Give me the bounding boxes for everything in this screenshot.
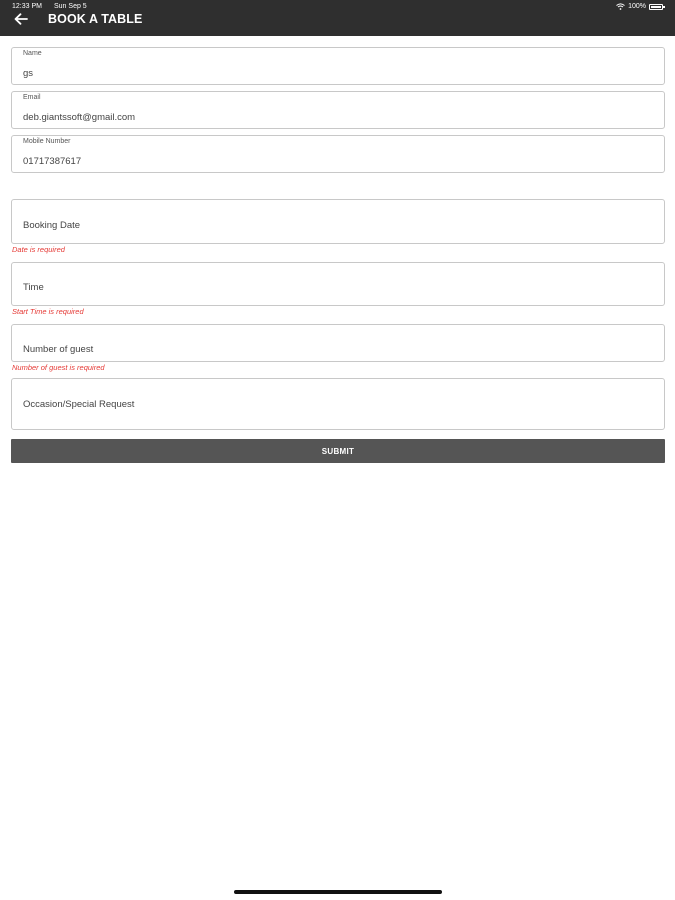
status-indicators xyxy=(616,3,663,10)
booking-date-field[interactable] xyxy=(11,199,665,244)
email-field[interactable] xyxy=(11,91,665,129)
home-indicator[interactable] xyxy=(234,890,442,894)
email-value: deb.giantssoft@gmail.com xyxy=(23,112,136,123)
mobile-number-label: Mobile Number xyxy=(23,138,71,145)
time-placeholder: Time xyxy=(23,282,44,293)
page-title: BOOK A TABLE xyxy=(48,12,143,26)
battery-percent: 100% xyxy=(628,3,646,10)
booking-date-error: Date is required xyxy=(12,245,65,254)
guest-count-field[interactable] xyxy=(11,324,665,362)
app-header xyxy=(0,0,675,36)
mobile-number-value: 01717387617 xyxy=(23,156,82,167)
time-field[interactable] xyxy=(11,262,665,306)
arrow-left-icon xyxy=(14,13,28,25)
status-time: 12:33 PM xyxy=(12,3,42,10)
guest-count-placeholder: Number of guest xyxy=(23,344,94,355)
guest-count-error: Number of guest is required xyxy=(12,363,105,372)
back-button[interactable] xyxy=(12,11,30,27)
battery-icon xyxy=(649,4,663,10)
booking-date-placeholder: Booking Date xyxy=(23,220,81,231)
mobile-number-field[interactable] xyxy=(11,135,665,173)
name-field[interactable] xyxy=(11,47,665,85)
name-value: gs xyxy=(23,68,34,79)
time-error: Start Time is required xyxy=(12,307,84,316)
occasion-field[interactable] xyxy=(11,378,665,430)
occasion-placeholder: Occasion/Special Request xyxy=(23,399,135,410)
email-label: Email xyxy=(23,94,41,101)
wifi-icon xyxy=(616,3,625,10)
name-label: Name xyxy=(23,50,42,57)
status-date: Sun Sep 5 xyxy=(54,3,87,10)
submit-button[interactable]: SUBMIT xyxy=(11,439,665,463)
